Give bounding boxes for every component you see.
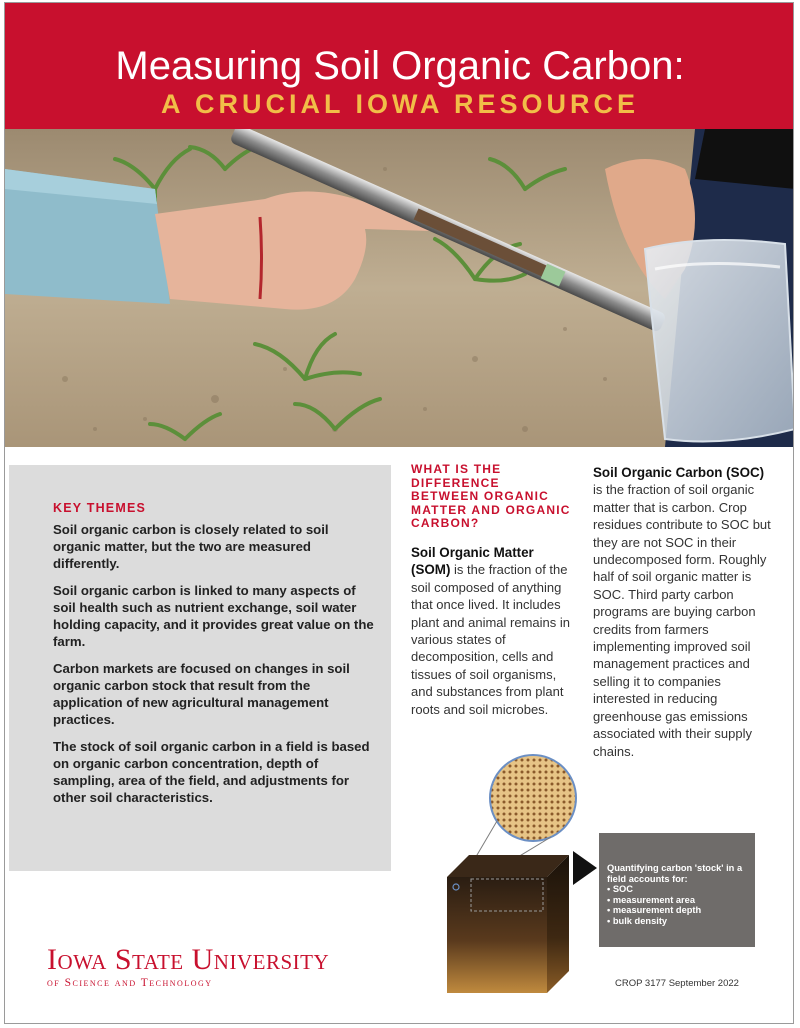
key-theme-item: Soil organic carbon is linked to many aspects of soil health such as nutrient exchange, soil water holding capacity, and it provides great value on the farm. — [53, 583, 374, 649]
key-theme-item: Carbon markets are focused on changes in soil organic carbon stock that result from the application of new agricultural management practices. — [53, 661, 350, 727]
university-tagline — [47, 977, 213, 989]
soc-term: Soil Organic Carbon (SOC) — [593, 465, 765, 480]
carbon-stock-callout — [599, 833, 755, 947]
soc-definition — [593, 464, 771, 760]
photo-illustration — [5, 129, 794, 447]
title-banner — [5, 3, 794, 129]
soil-sampling-photo — [5, 129, 794, 447]
callout-item: • bulk density — [607, 916, 755, 927]
callout-item: • SOC — [607, 884, 755, 895]
document-subtitle: A CRUCIAL IOWA RESOURCE — [160, 89, 639, 119]
som-text: is the fraction of the soil composed of anything that once lived. It includes plant and animal remains in various states of decomposition, cells and tissues of soil organisms, and substances from plant roots and soil microbes. — [411, 562, 570, 717]
key-theme-item: The stock of soil organic carbon in a field is based on organic carbon concentration, depth of sampling, area of the field, and adjustments for other soil characteristics. — [53, 739, 370, 805]
soil-cube-diagram — [441, 751, 611, 1001]
university-logo — [47, 943, 329, 977]
soc-text: is the fraction of soil organic matter that is carbon. Crop residues contribute to SOC but they are not SOC in their undecomposed form. Roughly half of soil organic matter is SOC. Third party carbon programs are buying carbon credits from farmers implementing improved soil management practices and selling it to companies interested in reducing greenhouse gas emissions associated with their supply chains. — [593, 482, 771, 759]
section-heading: WHAT IS THE DIFFERENCE BETWEEN ORGANIC MATTER AND ORGANIC CARBON? — [411, 462, 571, 530]
university-tagline-text: of Science and Technology — [47, 977, 213, 989]
callout-list — [607, 884, 755, 926]
callout-item: • measurement area — [607, 895, 755, 906]
document-title: Measuring Soil Organic Carbon: — [115, 44, 685, 88]
callout-title: Quantifying carbon 'stock' in a field accounts for: — [607, 863, 743, 884]
key-themes-panel — [9, 465, 391, 871]
key-themes-heading: KEY THEMES — [53, 501, 147, 515]
key-themes-list — [53, 521, 379, 816]
document-page — [4, 2, 794, 1024]
soil-cube-illustration — [441, 751, 611, 996]
university-name: Iowa State University — [47, 943, 330, 976]
callout-item: • measurement depth — [607, 905, 755, 916]
som-definition — [411, 544, 573, 718]
key-theme-item: Soil organic carbon is closely related to soil organic matter, but the two are measured differently. — [53, 522, 329, 571]
som-term: Soil Organic Matter (SOM) — [411, 545, 534, 578]
publication-code: CROP 3177 September 2022 — [615, 978, 739, 989]
